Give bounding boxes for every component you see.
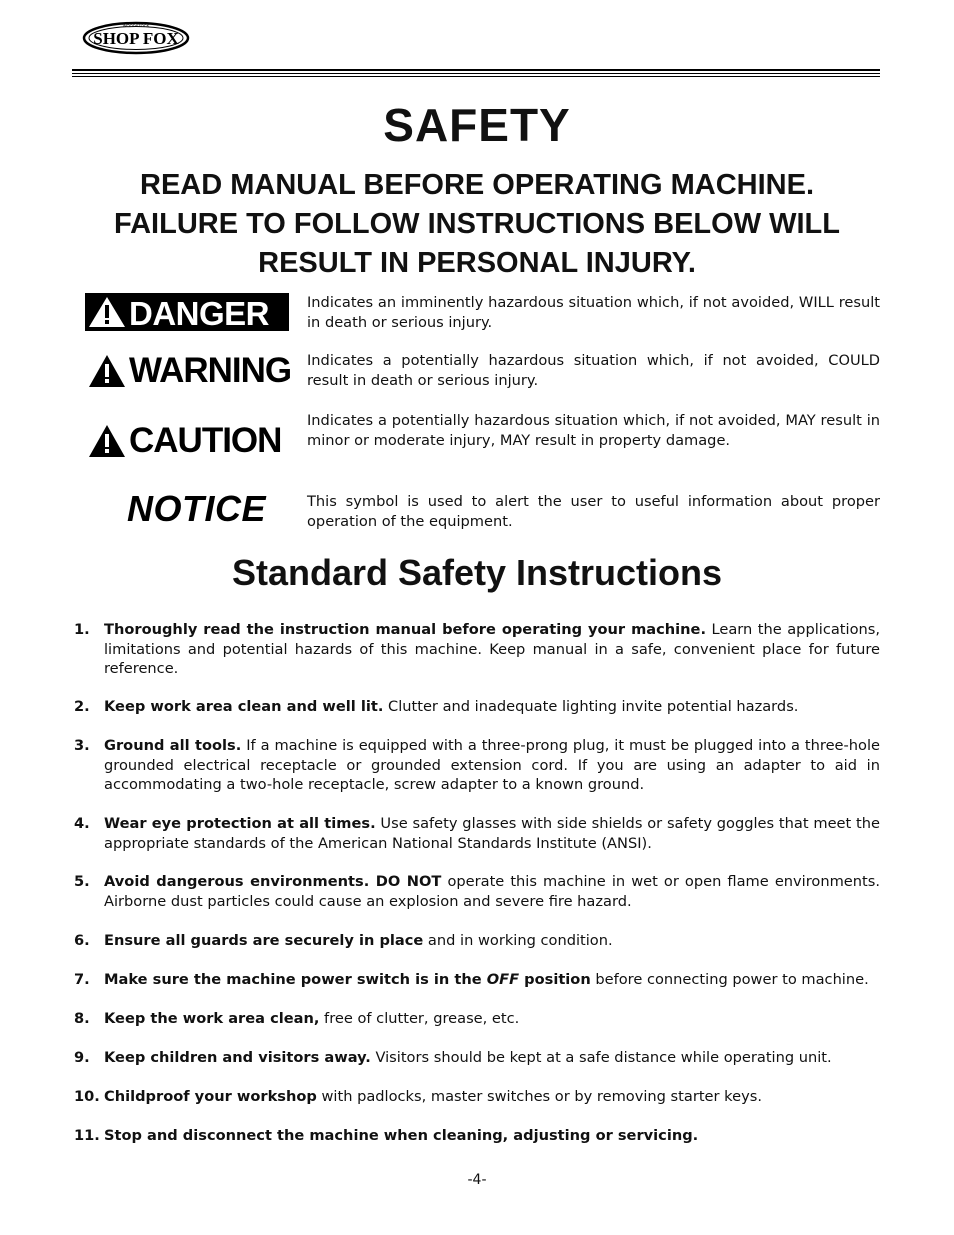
header-rule-thick [72,69,880,71]
item-heading: Keep children and visitors away. [104,1049,371,1066]
danger-box [85,293,289,331]
warning-triangle-icon [87,295,127,329]
item-number: 7. [74,971,90,988]
warning-label [85,351,295,395]
item-heading-cont: position [519,971,591,988]
notice-description: This symbol is used to alert the user to useful information about proper operation of the equipment. [307,493,880,530]
item-number: 6. [74,932,90,949]
logo-small-text: WOODSTOCK [122,23,150,28]
caution-label [85,421,295,465]
subtitle-line: FAILURE TO FOLLOW INSTRUCTIONS BELOW WILL [113,208,840,240]
caution-triangle-icon [87,423,127,459]
item-number: 10. [74,1088,100,1105]
item-text: Use safety glasses with side shields or safety goggles that meet the appropriate standards of the American National Standards Institute (ANSI). [104,815,881,852]
item-heading: Avoid dangerous environments. DO NOT [104,873,442,890]
item-number: 1. [74,621,90,638]
item-heading: Childproof your workshop [104,1088,317,1105]
item-text: free of clutter, grease, etc. [319,1010,520,1027]
item-text: If a machine is equipped with a three-prong plug, it must be plugged into a three-hole grounded electrical receptacle or grounded extension cord. If you are using an adapter to aid in accommodating a two-hole receptacle, screw adapter to a known ground. [104,737,881,794]
logo-text: SHOP FOX [93,29,179,48]
caution-word: CAUTION [129,421,282,460]
safety-subtitle [90,166,864,283]
item-heading: Stop and disconnect the machine when cleaning, adjusting or servicing. [104,1127,699,1144]
item-number: 3. [74,737,90,754]
shop-fox-logo [82,20,190,60]
item-heading: Ground all tools. [104,737,242,754]
subtitle-line: READ MANUAL BEFORE OPERATING MACHINE. [140,169,814,201]
notice-label [85,488,295,536]
header-rule-thin-2 [72,76,880,77]
item-number: 9. [74,1049,90,1066]
page-number: -4- [467,1172,487,1188]
caution-description: Indicates a potentially hazardous situation which, if not avoided, MAY result in minor or moderate injury, MAY result in property damage. [307,412,880,449]
danger-description: Indicates an imminently hazardous situation which, if not avoided, WILL result in death or serious injury. [307,294,880,331]
item-heading: Thoroughly read the instruction manual before operating your machine. [104,621,706,638]
item-text: before connecting power to machine. [590,971,869,988]
item-text: with padlocks, master switches or by removing starter keys. [316,1088,762,1105]
danger-label [85,293,295,337]
danger-word: DANGER [129,295,270,332]
item-text: Visitors should be kept at a safe distance while operating unit. [370,1049,832,1066]
item-heading: Keep the work area clean, [104,1010,320,1027]
section-title: Standard Safety Instructions [231,552,723,593]
warning-triangle-icon [87,353,127,389]
item-number: 4. [74,815,90,832]
warning-word: WARNING [129,351,292,390]
item-number: 5. [74,873,90,890]
page-title: SAFETY [383,99,571,151]
item-heading: Make sure the machine power switch is in the [104,971,487,988]
item-number: 8. [74,1010,90,1027]
item-heading: Ensure all guards are securely in place [104,932,424,949]
item-text: and in working condition. [423,932,613,949]
item-text: Clutter and inadequate lighting invite potential hazards. [383,698,799,715]
item-text: Learn the applications, limitations and potential hazards of this machine. Keep manual in a safe, convenient place for future reference. [104,621,880,678]
item-number: 2. [74,698,90,715]
item-text: operate this machine in wet or open flame environments. Airborne dust particles could cause an explosion and severe fire hazard. [104,873,881,910]
notice-word: NOTICE [127,488,267,529]
warning-description: Indicates a potentially hazardous situation which, if not avoided, COULD result in death or serious injury. [307,352,880,389]
header-rule-thin [72,73,880,74]
subtitle-line: RESULT IN PERSONAL INJURY. [258,247,696,279]
item-heading-italic: OFF [486,971,520,988]
item-heading: Wear eye protection at all times. [104,815,376,832]
item-number: 11. [74,1127,100,1144]
item-heading: Keep work area clean and well lit. [104,698,384,715]
